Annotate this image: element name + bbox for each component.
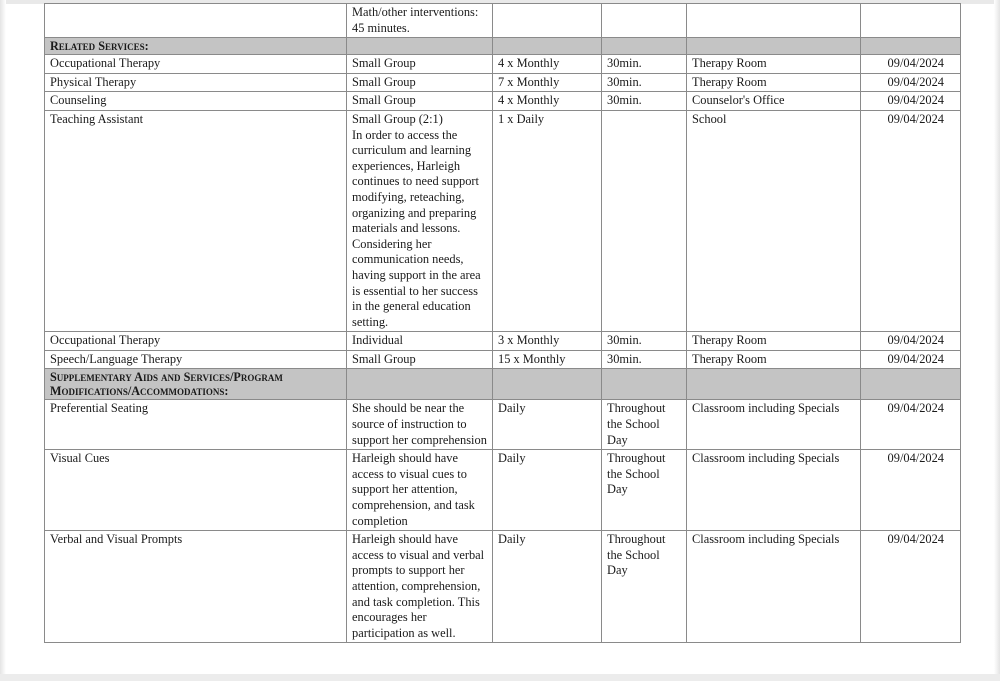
service-name: Preferential Seating bbox=[45, 400, 347, 450]
description: Harleigh should have access to visual and verbal prompts to support her attention, comprehension, and task completion. This encourages her participation as well. bbox=[347, 531, 493, 643]
table-row bbox=[45, 55, 961, 74]
start-date: 09/04/2024 bbox=[861, 73, 961, 92]
services-table bbox=[44, 3, 961, 643]
group-size: Small Group bbox=[347, 92, 493, 111]
frequency: 1 x Daily bbox=[493, 110, 602, 331]
start-date: 09/04/2024 bbox=[861, 400, 961, 450]
location: Therapy Room bbox=[687, 350, 861, 369]
location: Classroom including Specials bbox=[687, 531, 861, 643]
table-row bbox=[45, 450, 961, 531]
service-name: Physical Therapy bbox=[45, 73, 347, 92]
duration: Throughout the School Day bbox=[602, 400, 687, 450]
group-size: Small Group bbox=[347, 55, 493, 74]
duration: Throughout the School Day bbox=[602, 450, 687, 531]
section-title: Related Services: bbox=[45, 38, 347, 55]
table-row bbox=[45, 332, 961, 351]
service-name: Speech/Language Therapy bbox=[45, 350, 347, 369]
location: Therapy Room bbox=[687, 332, 861, 351]
service-name: Verbal and Visual Prompts bbox=[45, 531, 347, 643]
table-row bbox=[45, 531, 961, 643]
service-name: Visual Cues bbox=[45, 450, 347, 531]
group-size-with-note bbox=[347, 110, 493, 331]
service-name: Teaching Assistant bbox=[45, 110, 347, 331]
service-name: Occupational Therapy bbox=[45, 332, 347, 351]
start-date: 09/04/2024 bbox=[861, 92, 961, 111]
section-header-supplementary bbox=[45, 369, 961, 400]
frequency: Daily bbox=[493, 531, 602, 643]
start-date: 09/04/2024 bbox=[861, 350, 961, 369]
table-row bbox=[45, 92, 961, 111]
start-date: 09/04/2024 bbox=[861, 450, 961, 531]
location: School bbox=[687, 110, 861, 331]
group-size: Small Group bbox=[347, 73, 493, 92]
table-row bbox=[45, 110, 961, 331]
description: Harleigh should have access to visual cues to support her attention, comprehension, and task completion bbox=[347, 450, 493, 531]
frequency: Daily bbox=[493, 450, 602, 531]
page-edge-bottom bbox=[0, 674, 1000, 681]
service-name: Occupational Therapy bbox=[45, 55, 347, 74]
frequency: 4 x Monthly bbox=[493, 55, 602, 74]
duration: 30min. bbox=[602, 73, 687, 92]
duration: 30min. bbox=[602, 92, 687, 111]
page-edge-left bbox=[0, 0, 6, 681]
table-row bbox=[45, 400, 961, 450]
frequency: 7 x Monthly bbox=[493, 73, 602, 92]
duration: 30min. bbox=[602, 332, 687, 351]
start-date: 09/04/2024 bbox=[861, 531, 961, 643]
location: Classroom including Specials bbox=[687, 400, 861, 450]
duration-cell: Math/other interventions: 45 minutes. bbox=[347, 4, 493, 38]
section-title: Supplementary Aids and Services/Program Modifications/Accommodations: bbox=[45, 369, 347, 400]
duration: 30min. bbox=[602, 350, 687, 369]
start-date: 09/04/2024 bbox=[861, 332, 961, 351]
frequency: 15 x Monthly bbox=[493, 350, 602, 369]
group-note: In order to access the curriculum and learning experiences, Harleigh continues to need support modifying, reteaching, organizing and preparing materials and lessons. Considering her communication needs, having support in the area is essential to her success in the general education setting. bbox=[352, 127, 481, 329]
service-name: Counseling bbox=[45, 92, 347, 111]
table-row bbox=[45, 350, 961, 369]
location: Therapy Room bbox=[687, 73, 861, 92]
group-size: Individual bbox=[347, 332, 493, 351]
duration bbox=[602, 110, 687, 331]
start-date: 09/04/2024 bbox=[861, 55, 961, 74]
frequency: 3 x Monthly bbox=[493, 332, 602, 351]
section-header-related-services bbox=[45, 38, 961, 55]
table-row bbox=[45, 73, 961, 92]
start-date: 09/04/2024 bbox=[861, 110, 961, 331]
description: She should be near the source of instruction to support her comprehension bbox=[347, 400, 493, 450]
frequency: 4 x Monthly bbox=[493, 92, 602, 111]
location: Therapy Room bbox=[687, 55, 861, 74]
location: Classroom including Specials bbox=[687, 450, 861, 531]
duration: 30min. bbox=[602, 55, 687, 74]
frequency: Daily bbox=[493, 400, 602, 450]
page-edge-right bbox=[994, 0, 1000, 681]
location: Counselor's Office bbox=[687, 92, 861, 111]
group-size: Small Group (2:1) bbox=[352, 111, 443, 126]
group-size: Small Group bbox=[347, 350, 493, 369]
table-row bbox=[45, 4, 961, 38]
duration: Throughout the School Day bbox=[602, 531, 687, 643]
